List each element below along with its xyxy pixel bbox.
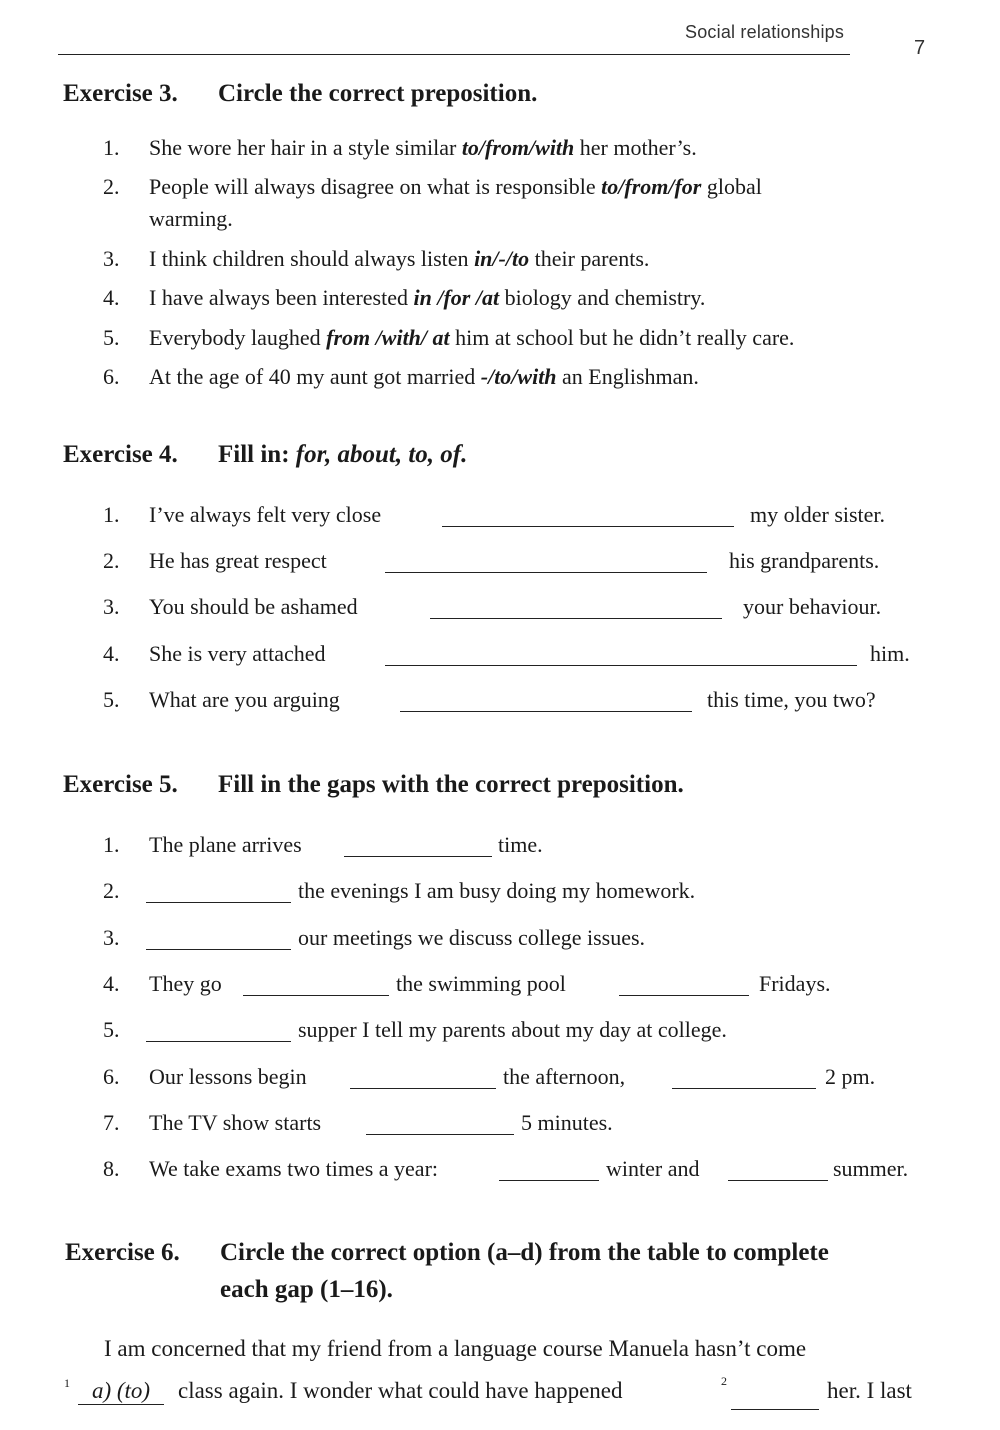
list-item: 1. The plane arrives	[103, 832, 302, 857]
list-item: 5. What are you arguing	[103, 687, 340, 712]
list-item: 6. At the age of 40 my aunt got married -/to/with an Englishman.	[103, 364, 699, 389]
list-item: 5.	[103, 1017, 120, 1042]
list-item: 3. I think children should always listen in/-/to their parents.	[103, 246, 650, 271]
answer-gap[interactable]	[243, 975, 389, 996]
answer-gap[interactable]	[430, 598, 722, 619]
word-bank: for, about, to, of.	[295, 441, 468, 468]
list-item: 5. Everybody laughed from /with/ at him at school but he didn’t really care.	[103, 325, 795, 350]
list-item: 8. We take exams two times a year:	[103, 1156, 439, 1181]
list-item: 3. You should be ashamed	[103, 594, 358, 619]
list-item: 3.	[103, 925, 120, 950]
answer-gap[interactable]	[385, 552, 707, 573]
exercise-label: Exercise 3.	[63, 80, 178, 107]
list-item: 4. I have always been interested in /for /at biology and chemistry.	[103, 285, 706, 310]
list-item: 2. He has great respect	[103, 548, 327, 573]
preposition-options[interactable]: -/to/with	[480, 364, 557, 389]
preposition-options[interactable]: to/from/with	[461, 135, 575, 160]
gap-number: 1	[64, 1376, 70, 1390]
list-item: 7. The TV show starts	[103, 1110, 322, 1135]
page-number: 7	[914, 37, 926, 59]
passage-line: class again. I wonder what could have happened	[178, 1378, 623, 1403]
answer-gap[interactable]	[146, 882, 291, 903]
example-answer: a) (to)	[78, 1378, 164, 1405]
exercise-4-title	[63, 441, 467, 469]
answer-gap[interactable]	[366, 1114, 514, 1135]
list-item: 1. She wore her hair in a style similar to/from/with her mother’s.	[103, 135, 697, 160]
exercise-3-title	[63, 80, 537, 108]
list-item-continuation: warming.	[149, 206, 233, 231]
answer-gap[interactable]	[672, 1068, 816, 1089]
list-item: 6. Our lessons begin	[103, 1064, 307, 1089]
header-rule	[58, 54, 850, 55]
answer-gap[interactable]	[385, 645, 857, 666]
answer-gap[interactable]	[499, 1160, 599, 1181]
answer-gap[interactable]	[731, 1389, 819, 1410]
section-title: Social relationships	[685, 22, 845, 42]
answer-gap[interactable]	[728, 1160, 828, 1181]
gap-number: 2	[721, 1374, 727, 1388]
answer-gap[interactable]	[400, 691, 692, 712]
list-item: 2.	[103, 878, 120, 903]
list-item: 1. I’ve always felt very close	[103, 502, 382, 527]
exercise-instruction: Circle the correct preposition.	[218, 80, 538, 107]
list-item: 2. People will always disagree on what is responsible to/from/for global	[103, 174, 762, 199]
preposition-options[interactable]: in/-/to	[474, 246, 530, 271]
answer-gap[interactable]	[146, 1021, 291, 1042]
answer-gap[interactable]	[350, 1068, 496, 1089]
exercise-label: Exercise 4.	[63, 441, 178, 468]
passage-line: her. I last	[827, 1378, 912, 1403]
exercise-instruction: Fill in the gaps with the correct preposition.	[218, 771, 684, 798]
answer-gap[interactable]	[344, 836, 492, 857]
preposition-options[interactable]: to/from/for	[601, 174, 702, 199]
exercise-5-title	[63, 771, 684, 799]
exercise-instruction: Circle the correct option (a–d) from the table to complete	[220, 1239, 829, 1266]
list-item: 4. They go	[103, 971, 222, 996]
preposition-options[interactable]: in /for /at	[413, 285, 500, 310]
exercise-6-instruction-cont: each gap (1–16).	[220, 1276, 393, 1303]
exercise-6-title	[65, 1239, 829, 1267]
exercise-instruction: Fill in:	[218, 441, 296, 468]
answer-gap[interactable]	[442, 506, 734, 527]
exercise-label: Exercise 5.	[63, 771, 178, 798]
list-item: 4. She is very attached	[103, 641, 326, 666]
answer-gap[interactable]	[146, 929, 291, 950]
answer-gap[interactable]	[619, 975, 749, 996]
preposition-options[interactable]: from /with/ at	[326, 325, 450, 350]
passage-line: I am concerned that my friend from a language course Manuela hasn’t come	[104, 1336, 807, 1361]
exercise-label: Exercise 6.	[65, 1239, 180, 1266]
